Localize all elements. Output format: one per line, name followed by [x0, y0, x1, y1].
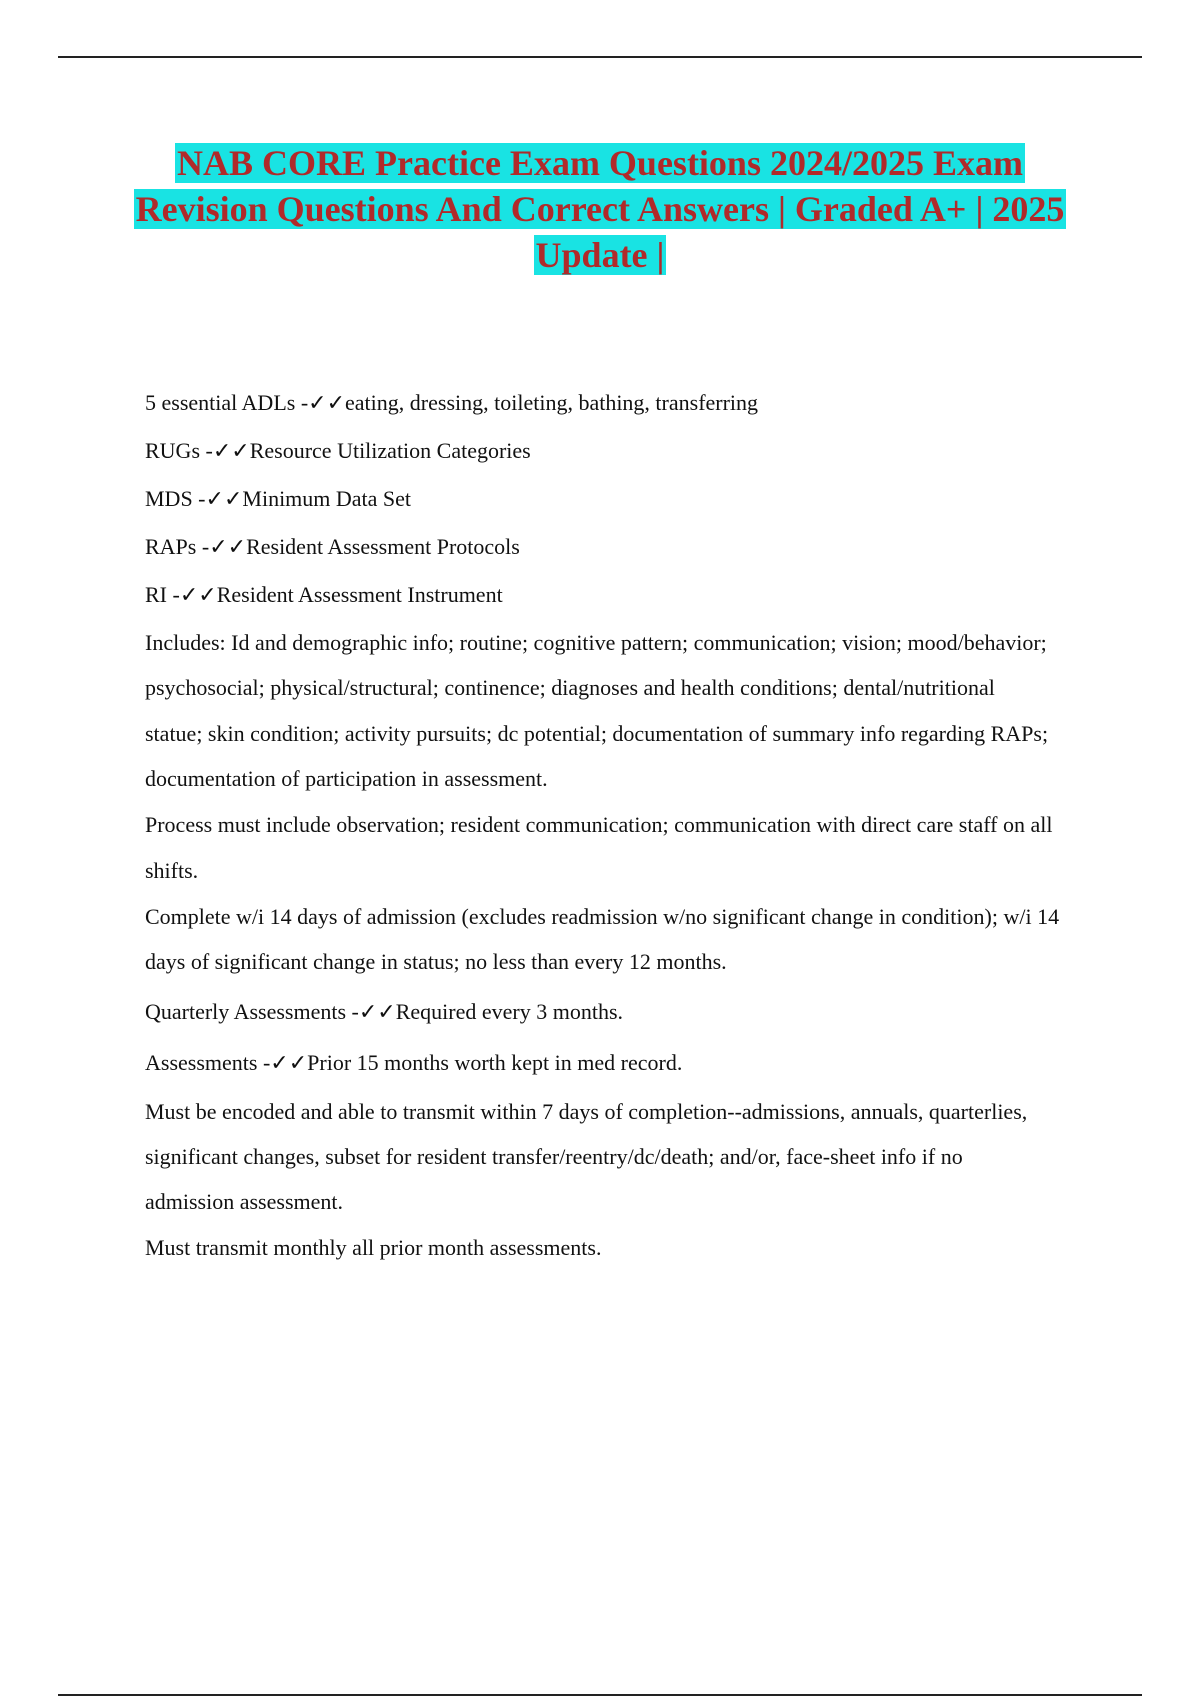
- bottom-rule: [58, 1694, 1142, 1696]
- body-paragraph: documentation of participation in assessment.: [145, 766, 548, 791]
- qa-item: RI -✓✓Resident Assessment Instrument: [145, 582, 503, 608]
- body-paragraph: psychosocial; physical/structural; continence; diagnoses and health conditions; dental/nutritional: [145, 675, 995, 700]
- body-paragraph: Includes: Id and demographic info; routine; cognitive pattern; communication; vision; mood/behavior;: [145, 630, 1047, 655]
- qa-item: Quarterly Assessments -✓✓Required every 3 months.: [145, 999, 624, 1025]
- body-paragraph: Process must include observation; resident communication; communication with direct care staff on all: [145, 812, 1053, 837]
- check-icon: ✓✓: [179, 583, 217, 608]
- body-paragraph: shifts.: [145, 858, 199, 883]
- qa-item: RAPs -✓✓Resident Assessment Protocols: [145, 534, 520, 560]
- qa-item: MDS -✓✓Minimum Data Set: [145, 486, 412, 512]
- body-paragraph: admission assessment.: [145, 1189, 343, 1214]
- qa-item: Assessments -✓✓Prior 15 months worth kept in med record.: [145, 1050, 683, 1076]
- check-icon: ✓✓: [209, 535, 247, 560]
- document-body: [145, 388, 1089, 1279]
- check-icon: ✓✓: [358, 1000, 396, 1025]
- body-paragraph: days of significant change in status; no less than every 12 months.: [145, 949, 727, 974]
- body-paragraph: Must be encoded and able to transmit within 7 days of completion--admissions, annuals, quarterlies,: [145, 1099, 1028, 1124]
- check-icon: ✓✓: [205, 487, 243, 512]
- body-paragraph: Complete w/i 14 days of admission (excludes readmission w/no significant change in condition); w/i 14: [145, 904, 1060, 929]
- document-title-text: NAB CORE Practice Exam Questions 2024/2025 Exam Revision Questions And Correct Answers | Graded A+ | 2025 Update |: [135, 143, 1065, 275]
- top-rule: [58, 56, 1142, 58]
- body-paragraph: significant changes, subset for resident transfer/reentry/dc/death; and/or, face-sheet info if no: [145, 1144, 963, 1169]
- qa-item: 5 essential ADLs -✓✓eating, dressing, toileting, bathing, transferring: [145, 390, 759, 416]
- check-icon: ✓✓: [270, 1051, 308, 1076]
- qa-item: RUGs -✓✓Resource Utilization Categories: [145, 438, 531, 464]
- body-paragraph: statue; skin condition; activity pursuits; dc potential; documentation of summary info regarding RAPs;: [145, 721, 1049, 746]
- document-title: [120, 140, 1080, 278]
- body-paragraph: Must transmit monthly all prior month assessments.: [145, 1235, 602, 1260]
- check-icon: ✓✓: [212, 439, 250, 464]
- check-icon: ✓✓: [308, 391, 346, 416]
